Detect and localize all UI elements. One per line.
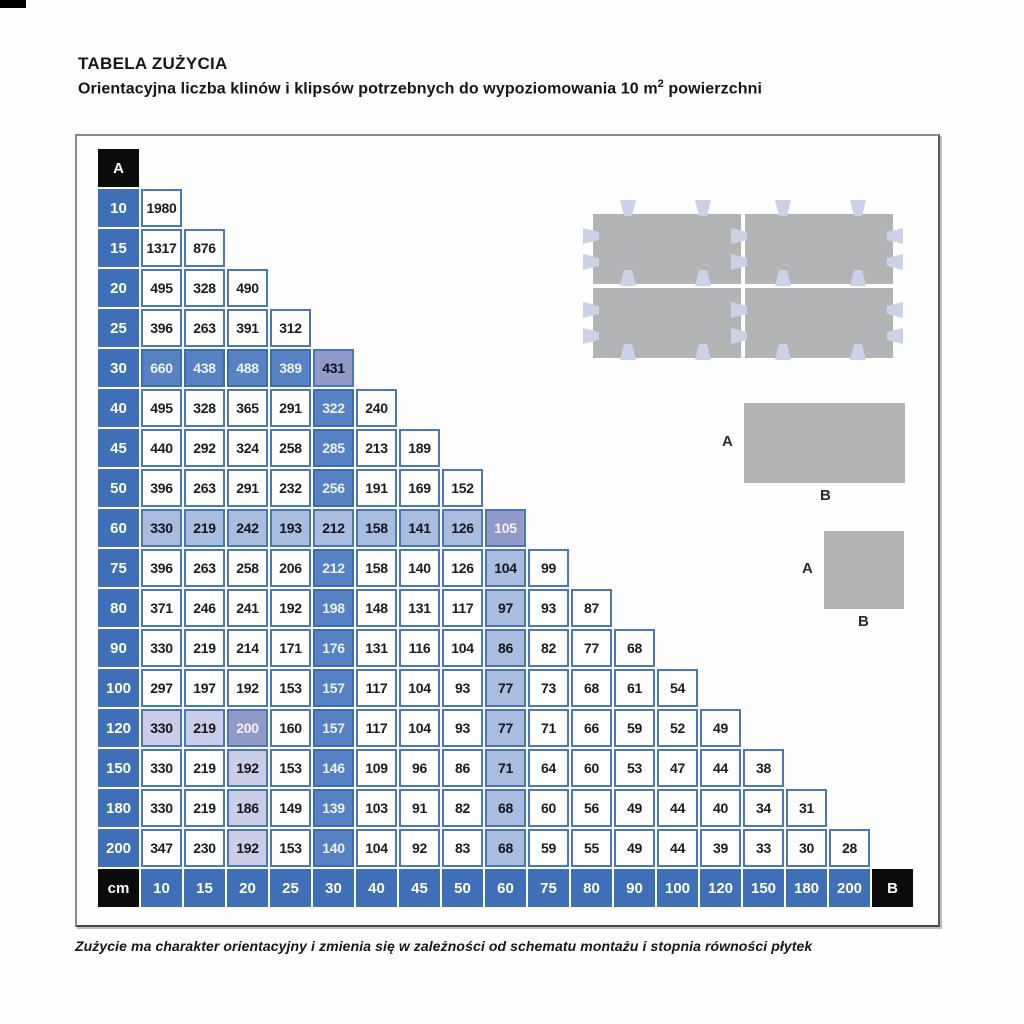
row-header-cell: 75 (98, 549, 139, 587)
data-cell: 38 (743, 749, 784, 787)
data-cell: 30 (786, 829, 827, 867)
data-cell: 213 (356, 429, 397, 467)
data-cell: 212 (313, 549, 354, 587)
data-cell: 192 (270, 589, 311, 627)
data-cell: 490 (227, 269, 268, 307)
data-cell: 1317 (141, 229, 182, 267)
data-cell: 44 (657, 789, 698, 827)
data-cell: 31 (786, 789, 827, 827)
data-cell: 186 (227, 789, 268, 827)
row-header-cell: 25 (98, 309, 139, 347)
title-block (78, 54, 762, 98)
data-cell: 33 (743, 829, 784, 867)
data-cell: 141 (399, 509, 440, 547)
row-header-cell: 60 (98, 509, 139, 547)
data-cell: 104 (485, 549, 526, 587)
data-cell: 158 (356, 549, 397, 587)
col-header-cell: 100 (657, 869, 698, 907)
data-cell: 285 (313, 429, 354, 467)
data-cell: 246 (184, 589, 225, 627)
data-cell: 149 (270, 789, 311, 827)
data-cell: 39 (700, 829, 741, 867)
data-cell: 158 (356, 509, 397, 547)
row-header-cell: 50 (98, 469, 139, 507)
data-cell: 68 (571, 669, 612, 707)
data-cell: 193 (270, 509, 311, 547)
data-cell: 126 (442, 509, 483, 547)
data-cell: 93 (528, 589, 569, 627)
data-cell: 876 (184, 229, 225, 267)
data-cell: 197 (184, 669, 225, 707)
data-cell: 198 (313, 589, 354, 627)
data-cell: 157 (313, 669, 354, 707)
data-cell: 54 (657, 669, 698, 707)
data-cell: 328 (184, 389, 225, 427)
col-header-cell: 75 (528, 869, 569, 907)
row-header-cell: 150 (98, 749, 139, 787)
data-cell: 56 (571, 789, 612, 827)
data-cell: 71 (485, 749, 526, 787)
row-header-cell: 20 (98, 269, 139, 307)
data-cell: 92 (399, 829, 440, 867)
data-cell: 206 (270, 549, 311, 587)
data-cell: 219 (184, 789, 225, 827)
col-header-cell: 150 (743, 869, 784, 907)
data-cell: 328 (184, 269, 225, 307)
plank-label-a: A (722, 433, 733, 450)
col-header-cell: 200 (829, 869, 870, 907)
data-cell: 157 (313, 709, 354, 747)
data-cell: 192 (227, 669, 268, 707)
data-cell: 171 (270, 629, 311, 667)
data-cell: 153 (270, 749, 311, 787)
data-cell: 117 (356, 709, 397, 747)
data-cell: 49 (614, 789, 655, 827)
data-cell: 86 (485, 629, 526, 667)
data-cell: 131 (356, 629, 397, 667)
data-cell: 87 (571, 589, 612, 627)
data-cell: 324 (227, 429, 268, 467)
data-cell: 189 (399, 429, 440, 467)
col-header-cell: 90 (614, 869, 655, 907)
data-cell: 83 (442, 829, 483, 867)
data-cell: 97 (485, 589, 526, 627)
row-header-cell: 80 (98, 589, 139, 627)
subtitle-superscript: 2 (657, 78, 664, 90)
col-header-cell: 45 (399, 869, 440, 907)
data-cell: 312 (270, 309, 311, 347)
col-header-cell: 120 (700, 869, 741, 907)
data-cell: 219 (184, 629, 225, 667)
col-header-cell: 60 (485, 869, 526, 907)
plank-size-diagram (700, 395, 940, 510)
data-cell: 77 (485, 669, 526, 707)
data-cell: 61 (614, 669, 655, 707)
data-cell: 82 (528, 629, 569, 667)
data-cell: 77 (485, 709, 526, 747)
data-cell: 230 (184, 829, 225, 867)
data-cell: 44 (657, 829, 698, 867)
row-header-cell: 90 (98, 629, 139, 667)
row-header-cell: 30 (98, 349, 139, 387)
data-cell: 292 (184, 429, 225, 467)
data-cell: 64 (528, 749, 569, 787)
data-cell: 256 (313, 469, 354, 507)
data-cell: 86 (442, 749, 483, 787)
data-cell: 99 (528, 549, 569, 587)
data-cell: 59 (614, 709, 655, 747)
data-cell: 495 (141, 269, 182, 307)
data-cell: 389 (270, 349, 311, 387)
data-cell: 330 (141, 509, 182, 547)
data-cell: 116 (399, 629, 440, 667)
data-cell: 117 (356, 669, 397, 707)
data-cell: 47 (657, 749, 698, 787)
row-header-cell: 120 (98, 709, 139, 747)
row-header-cell: 180 (98, 789, 139, 827)
data-cell: 495 (141, 389, 182, 427)
corner-a-cell: A (98, 149, 139, 187)
data-cell: 219 (184, 749, 225, 787)
data-cell: 330 (141, 709, 182, 747)
data-cell: 82 (442, 789, 483, 827)
data-cell: 169 (399, 469, 440, 507)
plank-rect (744, 403, 905, 483)
data-cell: 660 (141, 349, 182, 387)
data-cell: 71 (528, 709, 569, 747)
data-cell: 34 (743, 789, 784, 827)
data-cell: 176 (313, 629, 354, 667)
data-cell: 431 (313, 349, 354, 387)
data-cell: 242 (227, 509, 268, 547)
data-cell: 219 (184, 709, 225, 747)
data-cell: 391 (227, 309, 268, 347)
data-cell: 49 (614, 829, 655, 867)
data-cell: 330 (141, 789, 182, 827)
data-cell: 104 (399, 669, 440, 707)
corner-b-cell: B (872, 869, 913, 907)
data-cell: 330 (141, 629, 182, 667)
plank-label-b: B (820, 487, 831, 504)
data-cell: 258 (227, 549, 268, 587)
row-header-cell: 15 (98, 229, 139, 267)
data-cell: 192 (227, 829, 268, 867)
square-label-a: A (802, 560, 813, 577)
data-cell: 105 (485, 509, 526, 547)
col-header-cell: 50 (442, 869, 483, 907)
data-cell: 219 (184, 509, 225, 547)
row-header-cell: 100 (98, 669, 139, 707)
data-cell: 152 (442, 469, 483, 507)
data-cell: 140 (313, 829, 354, 867)
page-title: TABELA ZUŻYCIA (78, 54, 228, 73)
data-cell: 109 (356, 749, 397, 787)
data-cell: 488 (227, 349, 268, 387)
data-cell: 192 (227, 749, 268, 787)
data-cell: 330 (141, 749, 182, 787)
row-header-cell: 200 (98, 829, 139, 867)
col-header-cell: 180 (786, 869, 827, 907)
data-cell: 263 (184, 309, 225, 347)
data-cell: 104 (399, 709, 440, 747)
scan-artifact (0, 0, 26, 8)
data-cell: 214 (227, 629, 268, 667)
data-cell: 212 (313, 509, 354, 547)
data-cell: 148 (356, 589, 397, 627)
data-cell: 146 (313, 749, 354, 787)
data-cell: 91 (399, 789, 440, 827)
data-cell: 126 (442, 549, 483, 587)
subtitle-text: Orientacyjna liczba klinów i klipsów potrzebnych do wypoziomowania 10 m (78, 80, 658, 98)
footer-note: Zużycie ma charakter orientacyjny i zmienia się w zależności od schematu montażu i stopnia równości płytek (75, 938, 813, 954)
data-cell: 96 (399, 749, 440, 787)
data-cell: 93 (442, 669, 483, 707)
data-cell: 66 (571, 709, 612, 747)
subtitle-suffix: powierzchni (663, 80, 762, 98)
row-header-cell: 10 (98, 189, 139, 227)
data-cell: 68 (485, 829, 526, 867)
data-cell: 52 (657, 709, 698, 747)
data-cell: 241 (227, 589, 268, 627)
data-cell: 396 (141, 309, 182, 347)
data-cell: 55 (571, 829, 612, 867)
data-cell: 297 (141, 669, 182, 707)
data-cell: 59 (528, 829, 569, 867)
row-header-cell: 45 (98, 429, 139, 467)
data-cell: 191 (356, 469, 397, 507)
data-cell: 73 (528, 669, 569, 707)
col-header-cell: 10 (141, 869, 182, 907)
col-header-cell: 30 (313, 869, 354, 907)
data-cell: 291 (270, 389, 311, 427)
page-subtitle (78, 78, 762, 98)
data-cell: 322 (313, 389, 354, 427)
data-cell: 40 (700, 789, 741, 827)
data-cell: 60 (528, 789, 569, 827)
data-cell: 291 (227, 469, 268, 507)
col-header-cell: 40 (356, 869, 397, 907)
data-cell: 153 (270, 829, 311, 867)
data-cell: 396 (141, 469, 182, 507)
data-cell: 263 (184, 469, 225, 507)
data-cell: 153 (270, 669, 311, 707)
col-header-cell: 20 (227, 869, 268, 907)
square-label-b: B (858, 613, 869, 630)
data-cell: 49 (700, 709, 741, 747)
data-cell: 104 (356, 829, 397, 867)
data-cell: 93 (442, 709, 483, 747)
data-cell: 68 (485, 789, 526, 827)
data-cell: 1980 (141, 189, 182, 227)
data-cell: 131 (399, 589, 440, 627)
data-cell: 371 (141, 589, 182, 627)
data-cell: 263 (184, 549, 225, 587)
data-cell: 117 (442, 589, 483, 627)
data-cell: 200 (227, 709, 268, 747)
tile-layout-illustration (583, 200, 903, 360)
data-cell: 438 (184, 349, 225, 387)
data-cell: 103 (356, 789, 397, 827)
data-cell: 365 (227, 389, 268, 427)
square-rect (824, 531, 904, 609)
data-cell: 440 (141, 429, 182, 467)
data-cell: 396 (141, 549, 182, 587)
col-header-cell: 25 (270, 869, 311, 907)
data-cell: 139 (313, 789, 354, 827)
data-cell: 240 (356, 389, 397, 427)
data-cell: 258 (270, 429, 311, 467)
data-cell: 347 (141, 829, 182, 867)
data-cell: 44 (700, 749, 741, 787)
data-cell: 232 (270, 469, 311, 507)
corner-cm-cell: cm (98, 869, 139, 907)
data-cell: 60 (571, 749, 612, 787)
col-header-cell: 80 (571, 869, 612, 907)
tile-layout-graphic (583, 200, 903, 360)
data-cell: 68 (614, 629, 655, 667)
data-cell: 104 (442, 629, 483, 667)
data-cell: 77 (571, 629, 612, 667)
data-cell: 160 (270, 709, 311, 747)
data-cell: 140 (399, 549, 440, 587)
data-cell: 53 (614, 749, 655, 787)
row-header-cell: 40 (98, 389, 139, 427)
col-header-cell: 15 (184, 869, 225, 907)
square-size-diagram (780, 525, 940, 635)
data-cell: 28 (829, 829, 870, 867)
